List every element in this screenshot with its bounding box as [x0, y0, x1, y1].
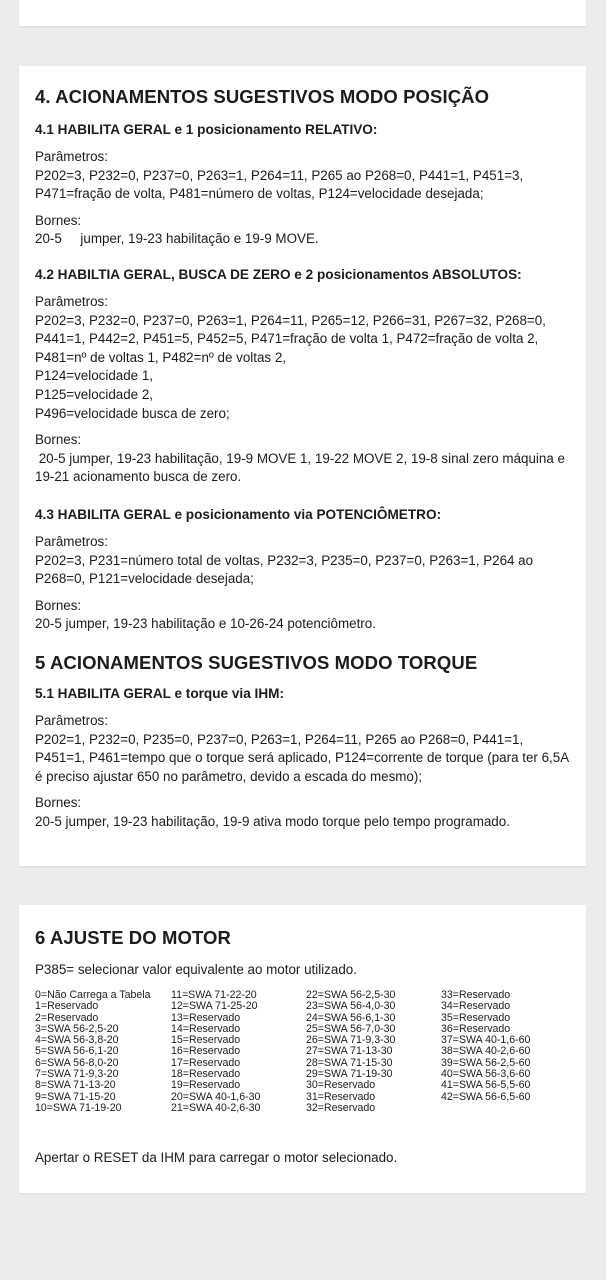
motor-entry: 10=SWA 71-19-20	[35, 1101, 122, 1114]
motor-entry: 5=SWA 56-6,1-20	[35, 1045, 119, 1058]
motor-entry: 35=Reservado	[441, 1011, 511, 1024]
motor-entry: 6=SWA 56-8,0-20	[35, 1056, 119, 1069]
params-line: P125=velocidade 2,	[35, 386, 154, 402]
subsection-4-2-title: 4.2 HABILTIA GERAL, BUSCA DE ZERO e 2 posicionamentos ABSOLUTOS:	[35, 267, 522, 282]
motor-entry: 11=SWA 71-22-20	[171, 989, 257, 1001]
params-line: P481=nº de voltas 1, P482=nº de voltas 2,	[35, 349, 286, 365]
motor-entry: 12=SWA 71-25-20	[171, 1000, 258, 1013]
motor-entry: 33=Reservado	[441, 989, 511, 1001]
motor-entry: 2=Reservado	[35, 1011, 99, 1024]
bornes-label: Bornes:	[35, 432, 82, 448]
motor-entry: 9=SWA 71-15-20	[35, 1090, 116, 1103]
params-label: Parâmetros:	[35, 534, 108, 549]
bornes-line: 20-5 jumper, 19-23 habilitação e 19-9 MOVE.	[35, 231, 319, 247]
motor-entry: 14=Reservado	[171, 1022, 241, 1035]
bornes-line: 20-5 jumper, 19-23 habilitação e 10-26-24 potenciômetro.	[35, 616, 376, 632]
subsection-5-1-body	[35, 712, 572, 832]
motor-column-3	[306, 990, 395, 1114]
params-line: P202=3, P232=0, P237=0, P263=1, P264=11, P265=12, P266=31, P267=32, P268=0,	[35, 312, 546, 328]
motor-entry: 34=Reservado	[441, 1000, 511, 1013]
motor-entry: 23=SWA 56-4,0-30	[306, 1000, 396, 1013]
motor-entry: 29=SWA 71-19-30	[306, 1068, 393, 1081]
motor-entry: 31=Reservado	[306, 1090, 376, 1103]
motor-entry: 30=Reservado	[306, 1079, 376, 1092]
motor-entry: 26=SWA 71-9,3-30	[306, 1034, 396, 1047]
subsection-4-2-body	[35, 293, 572, 487]
motor-entry: 22=SWA 56-2,5-30	[306, 989, 396, 1001]
subsection-4-3-body	[35, 533, 572, 634]
subsection-4-1-title: 4.1 HABILITA GERAL e 1 posicionamento RELATIVO:	[35, 122, 378, 137]
page-card-sections-4-5	[19, 66, 586, 866]
motor-entry: 36=Reservado	[441, 1022, 511, 1035]
motor-entry: 18=Reservado	[171, 1068, 241, 1081]
motor-entry: 42=SWA 56-6,5-60	[441, 1090, 531, 1103]
bornes-line: 19-21 acionamento busca de zero.	[35, 469, 242, 485]
params-line: é preciso ajustar 650 no parâmetro, devido a escada do mesmo);	[35, 768, 423, 784]
params-line: P268=0, P121=velocidade desejada;	[35, 571, 254, 587]
motor-column-1	[35, 990, 151, 1114]
params-line: P202=3, P231=número total de voltas, P232=3, P235=0, P237=0, P263=1, P264 ao	[35, 552, 534, 568]
motor-entry: 32=Reservado	[306, 1101, 376, 1114]
motor-entry: 3=SWA 56-2,5-20	[35, 1022, 119, 1035]
motor-entry: 8=SWA 71-13-20	[35, 1079, 116, 1092]
section-4-title: 4. ACIONAMENTOS SUGESTIVOS MODO POSIÇÃO	[35, 86, 490, 107]
subsection-4-3-title: 4.3 HABILITA GERAL e posicionamento via POTENCIÔMETRO:	[35, 507, 442, 522]
previous-page-card	[19, 0, 586, 26]
motor-entry: 39=SWA 56-2,5-60	[441, 1056, 531, 1069]
subsection-5-1-title: 5.1 HABILITA GERAL e torque via IHM:	[35, 686, 284, 701]
motor-column-2	[171, 990, 260, 1114]
params-label: Parâmetros:	[35, 149, 108, 164]
motor-entry: 13=Reservado	[171, 1011, 241, 1024]
subsection-4-1-body	[35, 148, 572, 249]
bornes-label: Bornes:	[35, 597, 82, 613]
params-line: P441=1, P442=2, P451=5, P452=5, P471=fração de volta 1, P472=fração de volta 2,	[35, 331, 539, 347]
params-label: Parâmetros:	[35, 713, 108, 728]
motor-entry: 41=SWA 56-5,5-60	[441, 1079, 531, 1092]
bornes-label: Bornes:	[35, 795, 82, 811]
params-line: P202=1, P232=0, P235=0, P237=0, P263=1, P264=11, P265 ao P268=0, P441=1,	[35, 731, 524, 747]
params-line: P124=velocidade 1,	[35, 368, 154, 384]
motor-entry: 17=Reservado	[171, 1056, 241, 1069]
motor-entry: 37=SWA 40-1,6-60	[441, 1034, 531, 1047]
section-6-intro: P385= selecionar valor equivalente ao motor utilizado.	[35, 962, 357, 977]
section-6-title: 6 AJUSTE DO MOTOR	[35, 927, 231, 948]
bornes-line: 20-5 jumper, 19-23 habilitação, 19-9 ativa modo torque pelo tempo programado.	[35, 813, 510, 829]
motor-entry: 40=SWA 56-3,6-60	[441, 1068, 531, 1081]
section-6-footer: Apertar o RESET da IHM para carregar o motor selecionado.	[35, 1150, 398, 1165]
motor-entry: 16=Reservado	[171, 1045, 241, 1058]
motor-entry: 24=SWA 56-6,1-30	[306, 1011, 396, 1024]
motor-entry: 15=Reservado	[171, 1034, 241, 1047]
params-line: P471=fração de volta, P481=número de voltas, P124=velocidade desejada;	[35, 186, 484, 202]
motor-entry: 38=SWA 40-2,6-60	[441, 1045, 531, 1058]
motor-entry: 27=SWA 71-13-30	[306, 1045, 393, 1058]
bornes-label: Bornes:	[35, 212, 82, 228]
motor-entry: 0=Não Carrega a Tabela	[35, 989, 151, 1001]
params-line: P202=3, P232=0, P237=0, P263=1, P264=11, P265 ao P268=0, P441=1, P451=3,	[35, 167, 524, 183]
section-5-title: 5 ACIONAMENTOS SUGESTIVOS MODO TORQUE	[35, 652, 478, 673]
motor-entry: 21=SWA 40-2,6-30	[171, 1101, 261, 1114]
motor-entry: 19=Reservado	[171, 1079, 241, 1092]
params-label: Parâmetros:	[35, 294, 108, 309]
page-card-section-6	[19, 905, 586, 1193]
params-line: P496=velocidade busca de zero;	[35, 405, 230, 421]
bornes-line: 20-5 jumper, 19-23 habilitação, 19-9 MOVE 1, 19-22 MOVE 2, 19-8 sinal zero máquina e	[35, 450, 565, 466]
params-line: P451=1, P461=tempo que o torque será aplicado, P124=corrente de torque (para ter 6,5A	[35, 750, 570, 766]
motor-entry: 20=SWA 40-1,6-30	[171, 1090, 261, 1103]
motor-entry: 25=SWA 56-7,0-30	[306, 1022, 396, 1035]
motor-entry: 7=SWA 71-9,3-20	[35, 1068, 119, 1081]
motor-entry: 4=SWA 56-3,8-20	[35, 1034, 119, 1047]
motor-entry: 1=Reservado	[35, 1000, 99, 1013]
motor-entry: 28=SWA 71-15-30	[306, 1056, 393, 1069]
motor-column-4	[441, 990, 530, 1103]
